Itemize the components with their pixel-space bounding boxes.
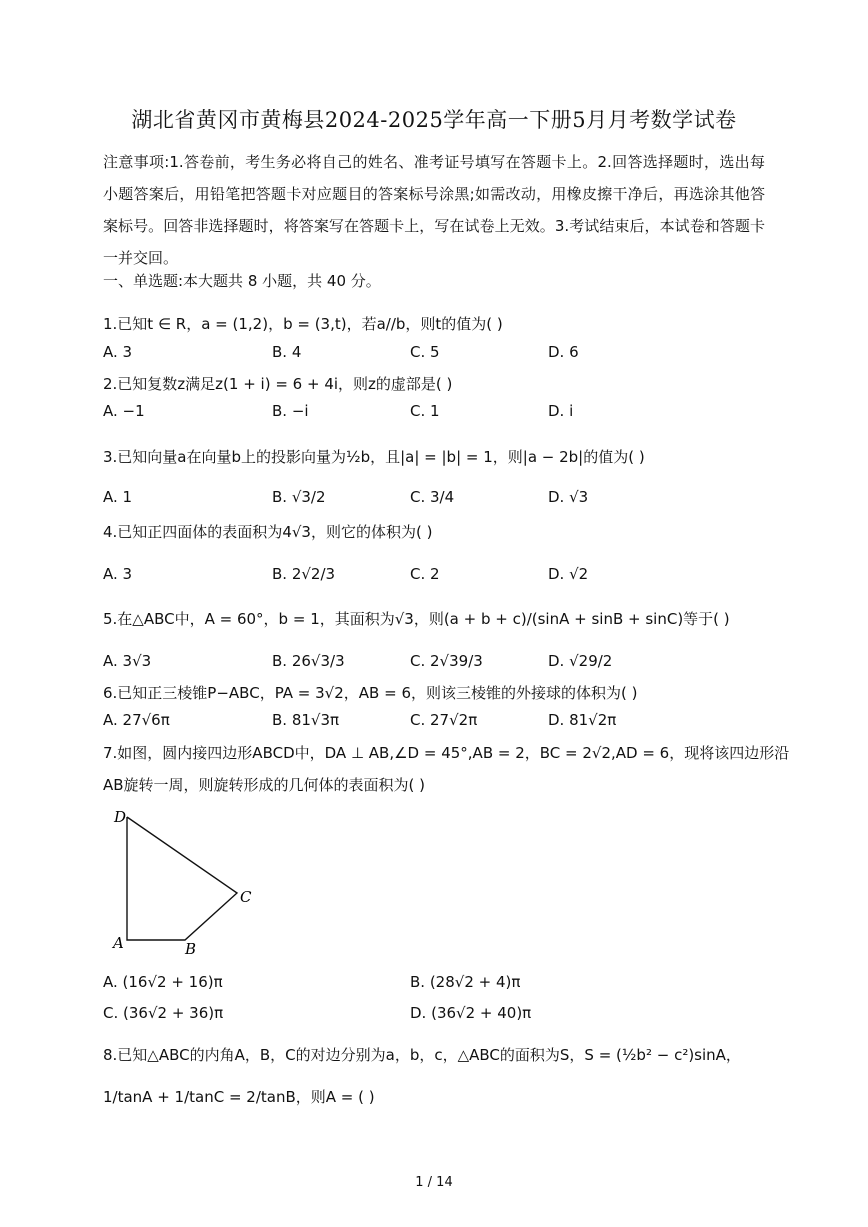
- question-2-options: [103, 402, 783, 424]
- option-c: C. (36√2 + 36)π: [103, 1004, 224, 1022]
- option-d: D. √2: [548, 565, 589, 583]
- option-c: C. 1: [410, 402, 440, 420]
- question-3-options: [103, 488, 783, 510]
- section-heading: 一、单选题:本大题共 8 小题，共 40 分。: [103, 272, 381, 290]
- option-c: C. 27√2π: [410, 711, 478, 729]
- page-title: 湖北省黄冈市黄梅县2024-2025学年高一下册5月月考数学试卷: [131, 108, 737, 132]
- quadrilateral-outline: [127, 817, 237, 940]
- question-6-options: [103, 711, 783, 733]
- option-b: B. 26√3/3: [272, 652, 345, 670]
- option-a: A. 3: [103, 343, 133, 361]
- question-1: 1.已知t ∈ R，a = (1,2)，b = (3,t)，若a//b，则t的值为( ): [103, 315, 503, 333]
- option-b: B. √3/2: [272, 488, 326, 506]
- question-7-line-1: 7.如图，圆内接四边形ABCD中，DA ⊥ AB,∠D = 45°,AB = 2，BC = 2√2,AD = 6，现将该四边形沿: [103, 744, 790, 762]
- question-2: 2.已知复数z满足z(1 + i) = 6 + 4i，则z的虚部是( ): [103, 375, 453, 393]
- question-4: 4.已知正四面体的表面积为4√3，则它的体积为( ): [103, 523, 433, 541]
- question-1-options: [103, 343, 783, 365]
- page-number: 1 / 14: [415, 1175, 453, 1190]
- option-c: C. 3/4: [410, 488, 455, 506]
- option-d: D. √29/2: [548, 652, 613, 670]
- option-d: D. 81√2π: [548, 711, 617, 729]
- question-8-line-2: 1/tanA + 1/tanC = 2/tanB，则A = ( ): [103, 1088, 375, 1106]
- question-3: 3.已知向量a在向量b上的投影向量为½b，且|a| = |b| = 1，则|a − 2b|的值为( ): [103, 448, 645, 466]
- option-a: A. (16√2 + 16)π: [103, 973, 223, 991]
- question-5: 5.在△ABC中，A = 60°，b = 1，其面积为√3，则(a + b + c)/(sinA + sinB + sinC)等于( ): [103, 610, 730, 628]
- option-a: A. −1: [103, 402, 145, 420]
- option-b: B. 2√2/3: [272, 565, 336, 583]
- option-d: D. i: [548, 402, 574, 420]
- label-a: A: [113, 934, 124, 952]
- option-c: C. 2√39/3: [410, 652, 483, 670]
- option-c: C. 5: [410, 343, 440, 361]
- option-a: A. 3: [103, 565, 133, 583]
- option-b: B. −i: [272, 402, 309, 420]
- option-a: A. 27√6π: [103, 711, 170, 729]
- notice-paragraph: 注意事项:1.答卷前，考生务必将自己的姓名、准考证号填写在答题卡上。2.回答选择题时，选出每小题答案后，用铅笔把答题卡对应题目的答案标号涂黑;如需改动，用橡皮擦干净后，再选涂其他答案标号。回答非选择题时，将答案写在答题卡上，写在试卷上无效。3.考试结束后，本试卷和答题卡一并交回。: [103, 153, 765, 267]
- option-d: D. 6: [548, 343, 579, 361]
- label-b: B: [185, 940, 197, 955]
- option-c: C. 2: [410, 565, 440, 583]
- question-6: 6.已知正三棱锥P−ABC，PA = 3√2，AB = 6，则该三棱锥的外接球的体积为( ): [103, 684, 638, 702]
- option-b: B. (28√2 + 4)π: [410, 973, 521, 991]
- option-a: A. 3√3: [103, 652, 152, 670]
- label-d: D: [114, 808, 127, 826]
- question-5-options: [103, 652, 783, 674]
- option-d: D. (36√2 + 40)π: [410, 1004, 532, 1022]
- question-8-line-1: 8.已知△ABC的内角A，B，C的对边分别为a，b，c，△ABC的面积为S，S = (½b² − c²)sinA，: [103, 1046, 741, 1064]
- option-b: B. 4: [272, 343, 302, 361]
- question-7-options-row-2: [103, 1004, 783, 1026]
- question-7-line-2: AB旋转一周，则旋转形成的几何体的表面积为( ): [103, 776, 426, 794]
- option-d: D. √3: [548, 488, 589, 506]
- quadrilateral-figure: [108, 805, 268, 955]
- option-a: A. 1: [103, 488, 133, 506]
- question-7-options-row-1: [103, 973, 783, 995]
- question-4-options: [103, 565, 783, 587]
- label-c: C: [240, 888, 252, 906]
- option-b: B. 81√3π: [272, 711, 340, 729]
